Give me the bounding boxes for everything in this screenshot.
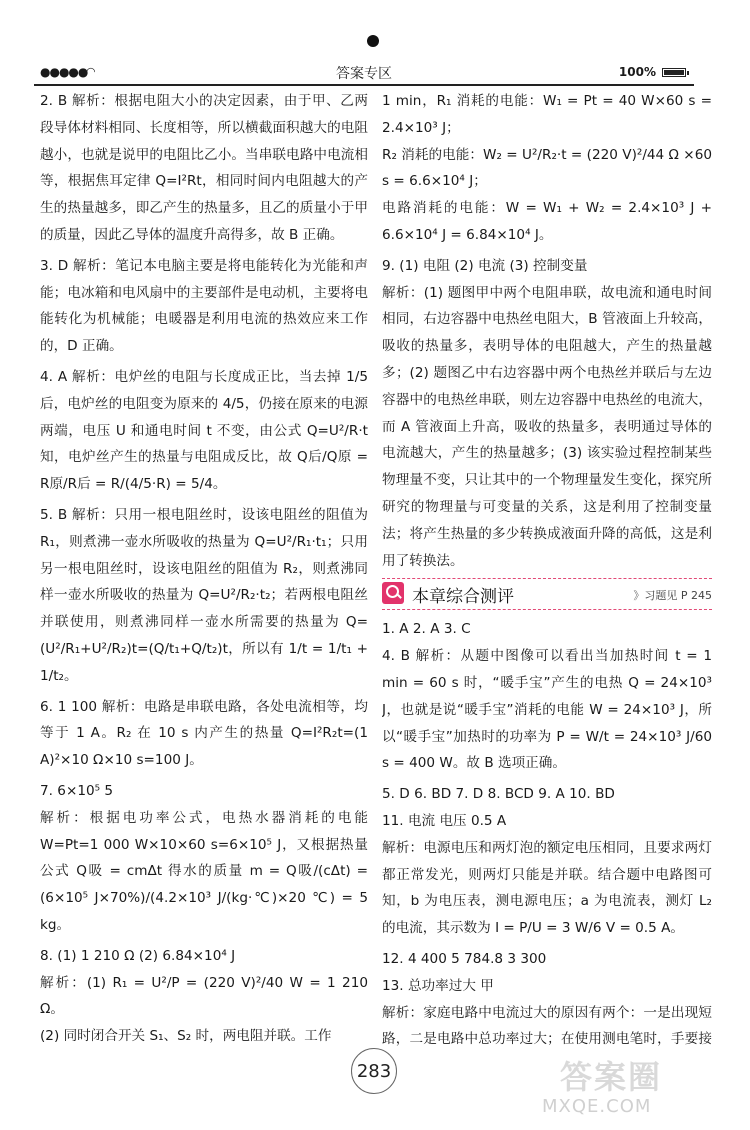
answer-8-analysis-1: 解析：(1) R₁ = U²/P = (220 V)²/40 W = 1 210 Ω。: [40, 974, 368, 1018]
left-column: [40, 88, 368, 1048]
answer-2: 2. B 解析：根据电阻大小的决定因素，由于甲、乙两段导体材料相同、长度相等，所以横截面积越大的电阻越小，也就是说甲的电阻比乙小。当串联电路中电流相等，根据焦耳定律 Q=I²Rt，相同时间内电阻越大的产生的热量越多，即乙产生的热量多，且乙的质量小于甲的质量，因此乙导体的温度升高得多，故 B 正确。: [40, 93, 368, 243]
status-title: 答案专区: [336, 66, 392, 82]
answer-8: 8. (1) 1 210 Ω (2) 6.84×10⁴ J: [40, 947, 236, 964]
battery-percent: 100%: [618, 65, 656, 79]
answer-5: 5. B 解析：只用一根电阻丝时，设该电阻丝的阻值为 R₁，则煮沸一壶水所吸收的热量为 Q=U²/R₁·t₁；只用另一根电阻丝时，设该电阻丝的阻值为 R₂，则煮沸同样一壶水所吸收的热量为 Q=U²/R₂·t₂；若两根电阻丝并联使用，则煮沸同样一壶水所需要的热量为 Q=(U²/R₁+U²/R₂)t=(Q/t₁+Q/t₂)t，所以有 1/t = 1/t₁ + 1/t₂。: [40, 506, 368, 684]
review-answers-5-10: 5. D 6. BD 7. D 8. BCD 9. A 10. BD: [382, 786, 615, 803]
answer-8-cont-1: 1 min，R₁ 消耗的电能：W₁ = Pt = 40 W×60 s = 2.4×10³ J；: [382, 93, 712, 136]
status-bar: [34, 62, 694, 86]
watermark-logo: 答案圈: [560, 1058, 663, 1096]
review-answer-12: 12. 4 400 5 784.8 3 300: [382, 950, 547, 967]
answer-8-cont-3: 电路消耗的电能：W = W₁ + W₂ = 2.4×10³ J + 6.6×10⁴ J = 6.84×10⁴ J。: [382, 200, 712, 243]
answer-3: 3. D 解析：笔记本电脑主要是将电能转化为光能和声能；电冰箱和电风扇中的主要部件是电动机，主要将电能转化为机械能；电暖器是利用电流的热效应来工作的，D 正确。: [40, 257, 368, 355]
answer-9-analysis: 解析：(1) 题图甲中两个电阻串联，故电流和通电时间相同，右边容器中电热丝电阻大，B 管液面上升较高，吸收的热量多，表明导体的电阻越大，产生的热量越多；(2) 题图乙中右边容器中两个电热丝并联后与左边容器中的电热丝串联，则左边容器中电热丝的电流大，而 A 管液面上升高，吸收的热量多，表明通过导体的电流越大，产生的热量越多；(3) 该实验过程控制某些物理量不变，只让其中的一个物理量发生变化，探究所研究的物理量与可变量的关系，这是利用了控制变量法；将产生热量的多少转换成液面升降的高低，这是利用了转换法。: [382, 284, 712, 569]
review-answer-4: 4. B 解析：从题中图像可以看出当加热时间 t = 1 min = 60 s 时，“暖手宝”产生的电热 Q = 24×10³ J，也就是说“暖手宝”消耗的电能 W = 24×10³ J，所以“暖手宝”加热时的功率为 P = W/t = 24×10³ J/60 s = 400 W。故 B 选项正确。: [382, 648, 712, 772]
battery-icon: [662, 68, 686, 77]
answer-4: 4. A 解析：电炉丝的电阻与长度成正比，当去掉 1/5 后，电炉丝的电阻变为原来的 4/5，仍接在原来的电源两端，电压 U 和通电时间 t 不变，由公式 Q=U²/R·t 知，电炉丝产生的热量与电阻成反比，故 Q后/Q原 = R原/R后 = R/(4/5·R) = 5/4。: [40, 368, 368, 493]
answer-7-analysis: 解析：根据电功率公式，电热水器消耗的电能 W=Pt=1 000 W×10×60 s=6×10⁵ J，又根据热量公式 Q吸 = cmΔt 得水的质量 m = Q吸/(cΔt) = (6×10⁵ J×70%)/(4.2×10³ J/(kg·℃)×20 ℃) = 5 kg。: [40, 809, 368, 933]
answer-9: 9. (1) 电阻 (2) 电流 (3) 控制变量: [382, 257, 588, 274]
camera-dot: [367, 35, 379, 47]
signal-icon: ●●●●●: [40, 65, 88, 79]
wifi-icon: ◠: [86, 65, 96, 78]
answer-7: 7. 6×10⁵ 5: [40, 782, 114, 799]
right-column: [382, 88, 712, 1048]
answer-6: 6. 1 100 解析：电路是串联电路，各处电流相等，均等于 1 A。R₂ 在 10 s 内产生的热量 Q=I²R₂t=(1 A)²×10 Ω×10 s=100 J。: [40, 698, 368, 769]
watermark-url: MXQE.COM: [542, 1096, 652, 1117]
answer-8-analysis-2: (2) 同时闭合开关 S₁、S₂ 时，两电阻并联。工作: [40, 1028, 332, 1045]
section-title: 本章综合测评: [412, 587, 514, 608]
review-answers-1-3: 1. A 2. A 3. C: [382, 621, 471, 638]
review-answer-13-analysis: 解析：家庭电路中电流过大的原因有两个：一是出现短路，二是电路中总功率过大；在使用测电笔时，手要接: [382, 1004, 712, 1048]
review-answer-11: 11. 电流 电压 0.5 A: [382, 812, 507, 829]
page-number: 283: [351, 1048, 397, 1094]
section-header: [382, 578, 712, 610]
search-icon: [382, 582, 404, 604]
answer-8-cont-2: R₂ 消耗的电能：W₂ = U²/R₂·t = (220 V)²/44 Ω ×60 s = 6.6×10⁴ J；: [382, 146, 712, 190]
review-answer-13: 13. 总功率过大 甲: [382, 977, 494, 994]
review-answer-11-analysis: 解析：电源电压和两灯泡的额定电压相同，且要求两灯都正常发光，则两灯只能是并联。结合题中电路图可知，b 为电压表，测电源电压；a 为电流表，测灯 L₂ 的电流，其示数为 I = P/U = 3 W/6 V = 0.5 A。: [382, 839, 712, 937]
exercise-reference-link[interactable]: 》习题见 P 245: [633, 589, 712, 603]
